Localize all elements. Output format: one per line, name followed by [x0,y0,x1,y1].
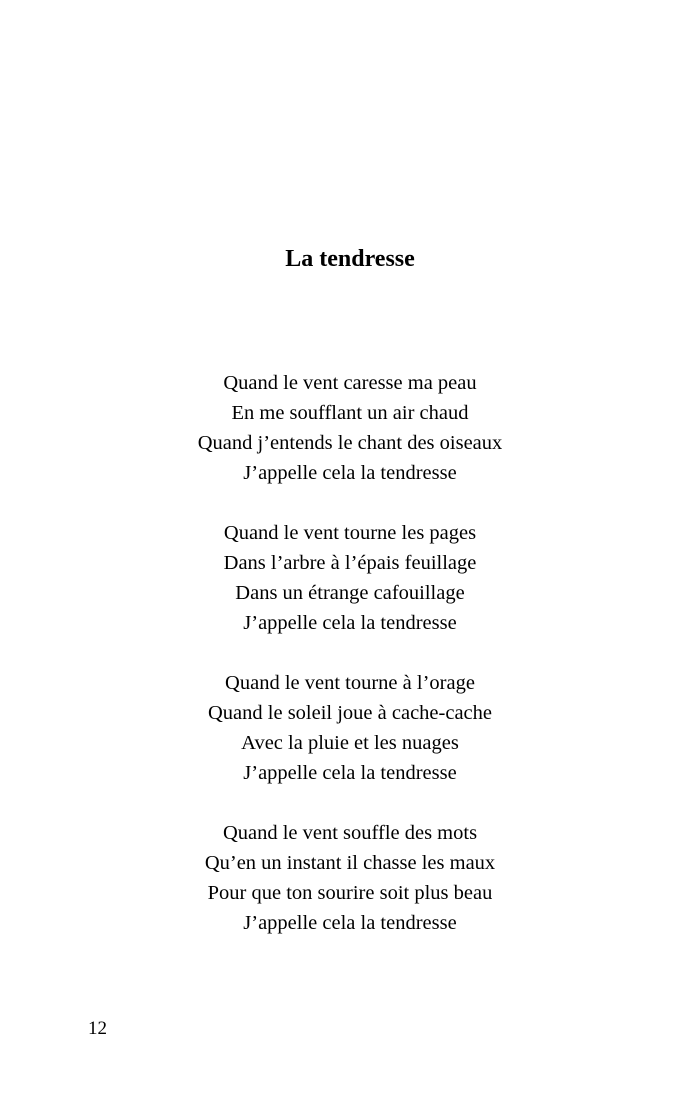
poem-line: Quand j’entends le chant des oiseaux [197,432,503,454]
poem-line: Dans l’arbre à l’épais feuillage [223,552,477,574]
stanza-1 [0,368,700,488]
stanza-3 [0,668,700,788]
poem-line: Quand le vent souffle des mots [222,822,478,844]
page-number: 12 [88,1018,107,1039]
poem-line: J’appelle cela la tendresse [243,462,457,484]
poem-line: Dans un étrange cafouillage [235,582,465,604]
poem-line: Qu’en un instant il chasse les maux [204,852,496,874]
poem-line: Quand le soleil joue à cache-cache [208,702,492,724]
stanza-2 [0,518,700,638]
poem-line: Quand le vent tourne les pages [223,522,477,544]
poem-line: J’appelle cela la tendresse [243,762,457,784]
poem-line: Quand le vent caresse ma peau [223,372,477,394]
poem-line: J’appelle cela la tendresse [243,912,457,934]
poem-line: En me soufflant un air chaud [231,402,469,424]
poem-body [0,368,700,968]
poem-line: Pour que ton sourire soit plus beau [207,882,493,904]
poem-line: J’appelle cela la tendresse [243,612,457,634]
poem-line: Avec la pluie et les nuages [241,732,459,754]
poem-line: Quand le vent tourne à l’orage [225,672,475,694]
stanza-4 [0,818,700,938]
poem-title: La tendresse [285,246,415,272]
